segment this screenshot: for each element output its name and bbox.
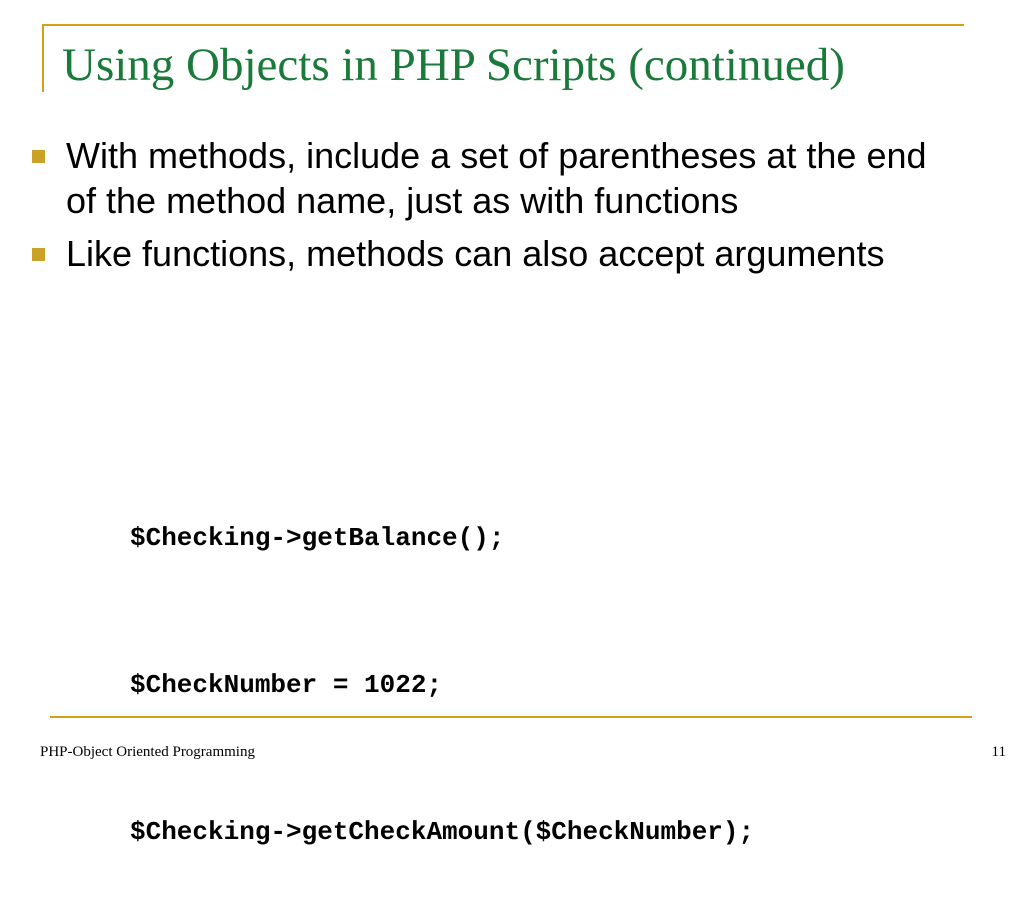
footer-course-title: PHP-Object Oriented Programming: [40, 744, 255, 760]
bullet-item: [30, 231, 960, 276]
code-block: [130, 416, 754, 906]
square-bullet-icon: [32, 150, 45, 163]
code-line: $CheckNumber = 1022;: [130, 670, 443, 700]
square-bullet-icon: [32, 248, 45, 261]
bullet-text: With methods, include a set of parentheses at the end of the method name, just as with functions: [66, 135, 927, 221]
left-frame-rule: [42, 24, 44, 92]
code-line: $Checking->getBalance();: [130, 523, 505, 553]
top-frame-rule: [42, 24, 964, 26]
footer-rule: [50, 716, 972, 718]
slide-title: Using Objects in PHP Scripts (continued): [62, 39, 845, 91]
bullet-text: Like functions, methods can also accept arguments: [66, 233, 885, 274]
footer-page-number: 11: [991, 744, 1006, 760]
code-line: $Checking->getCheckAmount($CheckNumber);: [130, 817, 755, 847]
bullet-item: [30, 133, 960, 223]
bullet-list: [30, 133, 960, 284]
